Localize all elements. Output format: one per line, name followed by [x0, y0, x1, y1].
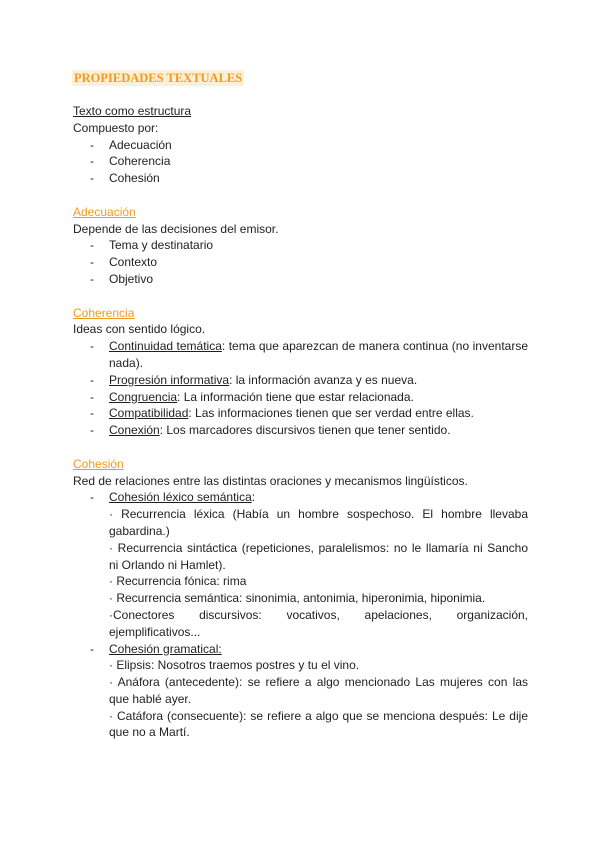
sub-item: · Anáfora (antecedente): se refiere a algo mencionado Las mujeres con las que hablé ayer. — [109, 675, 528, 706]
list-item — [73, 422, 528, 439]
item-text: : Los marcadores discursivos tienen que tener sentido. — [159, 423, 451, 438]
list-item: - Adecuación — [73, 137, 528, 154]
item-term: Conexión — [109, 423, 160, 438]
sub-item: · Recurrencia semántica: sinonimia, antonimia, hiperonimia, hiponimia. — [109, 591, 486, 606]
list-item — [73, 338, 528, 372]
cohesion-list — [73, 489, 528, 741]
cohesion-heading: Cohesión — [73, 456, 124, 471]
item-term: Continuidad temática — [109, 339, 222, 354]
item-suffix: : — [251, 490, 256, 505]
list-item: - Coherencia — [73, 153, 528, 170]
intro-lead: Compuesto por: — [73, 120, 159, 135]
item-term: Cohesión léxico semántica — [109, 490, 252, 505]
item-text: : la información avanza y es nueva. — [229, 372, 418, 387]
list-item — [73, 405, 528, 422]
sub-item: ·Conectores discursivos: vocativos, apelaciones, organización, ejemplificativos... — [109, 607, 528, 639]
list-item: - Objetivo — [73, 271, 528, 288]
sub-item: · Elipsis: Nosotros traemos postres y tu el vino. — [109, 658, 360, 673]
adecuacion-heading: Adecuación — [73, 204, 136, 219]
list-item — [73, 372, 528, 389]
document-title: PROPIEDADES TEXTUALES — [74, 71, 243, 85]
document-page — [73, 70, 528, 741]
item-term: Compatibilidad — [109, 406, 189, 421]
sub-item: · Recurrencia léxica (Había un hombre sospechoso. El hombre llevaba gabardina.) — [109, 507, 528, 538]
coherencia-lead: Ideas con sentido lógico. — [73, 322, 206, 337]
intro-list — [73, 137, 528, 187]
list-item — [73, 641, 528, 742]
item-term: Cohesión gramatical: — [109, 641, 222, 656]
intro-heading: Texto como estructura — [73, 104, 192, 118]
sub-item: · Recurrencia fónica: rima — [109, 574, 247, 589]
adecuacion-lead: Depende de las decisiones del emisor. — [73, 221, 279, 236]
adecuacion-list — [73, 237, 528, 287]
item-text: : Las informaciones tienen que ser verdad entre ellas. — [188, 406, 474, 421]
coherencia-list — [73, 338, 528, 439]
sub-item: · Catáfora (consecuente): se refiere a algo que se menciona después: Le dije que no a Martí. — [109, 708, 528, 740]
list-item — [73, 489, 528, 640]
item-text: : tema que aparezcan de manera continua (no inventarse nada). — [109, 339, 528, 370]
cohesion-lead: Red de relaciones entre las distintas oraciones y mecanismos lingüísticos. — [73, 473, 468, 488]
sub-item: · Recurrencia sintáctica (repeticiones, paralelismos: no le llamaría ni Sancho ni Orlando ni Hamlet). — [109, 540, 528, 572]
item-term: Progresión informativa — [109, 372, 230, 387]
list-item: - Tema y destinatario — [73, 237, 528, 254]
list-item: - Cohesión — [73, 170, 528, 187]
item-term: Congruencia — [109, 389, 178, 404]
coherencia-heading: Coherencia — [73, 305, 135, 320]
list-item — [73, 389, 528, 406]
item-text: : La información tiene que estar relacionada. — [177, 389, 414, 404]
list-item: - Contexto — [73, 254, 528, 271]
